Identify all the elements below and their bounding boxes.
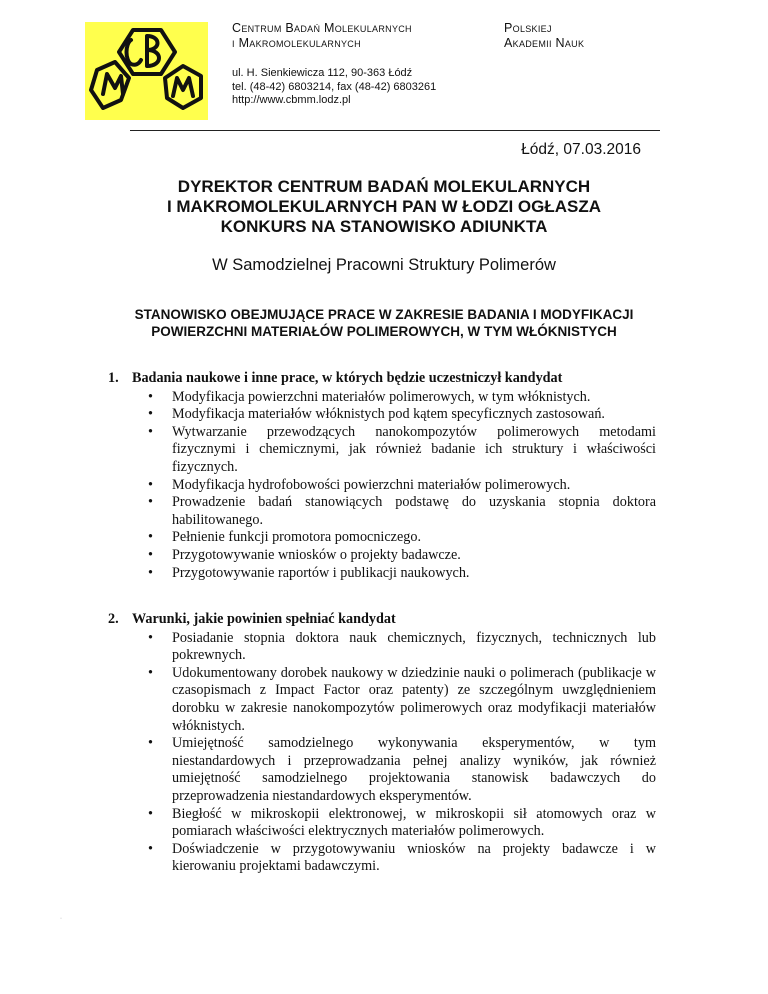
list-item-text: Umiejętność samodzielnego wykonywania eksperymentów, w tym niestandardowych i przeprowadzania pełnej analizy wyników, jak również umiejętność samodzielnego projektowania stanowisk badawczych do przeprowadzenia niestandardowych eksperymentów. (172, 735, 656, 804)
list-item: • Wytwarzanie przewodzących nanokompozytów polimerowych metodami fizycznymi i chemicznymi, jak również badanie ich struktury i właściwości fizycznych. (148, 423, 656, 475)
title-line3: KONKURS NA STANOWISKO ADIUNKTA (220, 217, 548, 236)
list-item-text: Modyfikacja materiałów włóknistych pod kątem specyficznych zastosowań. (172, 406, 605, 423)
academy-name (504, 21, 584, 51)
section-number: 2. (108, 611, 119, 627)
section-heading-text: Warunki, jakie powinien spełniać kandydat (132, 611, 396, 627)
section-research-tasks (108, 370, 656, 582)
section-heading (108, 611, 656, 629)
position-line2: POWIERZCHNI MATERIAŁÓW POLIMEROWYCH, W TYM WŁÓKNISTYCH (151, 324, 617, 339)
website-link[interactable]: http://www.cbmm.lodz.pl (232, 94, 351, 106)
title-line1: DYREKTOR CENTRUM BADAŃ MOLEKULARNYCH (177, 177, 591, 196)
task-list (108, 389, 656, 583)
department-name: W Samodzielnej Pracowni Struktury Polimerów (212, 256, 556, 274)
list-item: • Przygotowywanie wniosków o projekty badawcze. (148, 546, 461, 563)
list-item: • Modyfikacja hydrofobowości powierzchni materiałów polimerowych. (148, 476, 571, 493)
list-item-text: Przygotowywanie wniosków o projekty badawcze. (172, 546, 461, 563)
list-item-text: Modyfikacja powierzchni materiałów polimerowych, w tym włóknistych. (172, 388, 591, 405)
list-item-text: Pełnienie funkcji promotora pomocniczego. (172, 529, 421, 546)
list-item-text: Prowadzenie badań stanowiących podstawę do uzyskania stopnia doktora habilitowanego. (172, 494, 656, 528)
institute-logo (85, 22, 208, 120)
section-heading-text: Badania naukowe i inne prace, w których będzie uczestniczył kandydat (132, 370, 563, 386)
list-item-text: Doświadczenie w przygotowywaniu wniosków na projekty badawcze i w kierowaniu projektami badawczymi. (172, 840, 656, 875)
list-item-text: Wytwarzanie przewodzących nanokompozytów polimerowych metodami fizycznymi i chemicznymi, jak również badanie ich struktury i właściwości fizycznych. (172, 423, 656, 475)
header-divider (130, 130, 660, 131)
list-item: • Biegłość w mikroskopii elektronowej, w mikroskopii sił atomowych oraz w pomiarach właściwości elektrycznych materiałów polimerowych. (148, 805, 656, 840)
cbmm-logo-icon (85, 22, 208, 120)
list-item: • Udokumentowany dorobek naukowy w dziedzinie nauki o polimerach (publikacje w czasopismach z Impact Factor oraz patenty) ze szczególnym uwzględnieniem dorobku w zakresie nanokompozytów polimerowych oraz modyfikacji materiałów włóknistych. (148, 664, 656, 734)
section-candidate-requirements (108, 611, 656, 876)
list-item: • Posiadanie stopnia doktora nauk chemicznych, fizycznych, technicznych lub pokrewnych. (148, 629, 656, 664)
requirement-list (108, 630, 656, 876)
academy-name-line1: Polskiej (504, 21, 552, 35)
organization-name (232, 21, 412, 51)
position-title (0, 306, 768, 340)
list-item: • Modyfikacja powierzchni materiałów polimerowych, w tym włóknistych. (148, 388, 591, 405)
section-heading (108, 370, 656, 388)
list-item-text: Modyfikacja hydrofobowości powierzchni materiałów polimerowych. (172, 476, 571, 493)
document-date: Łódź, 07.03.2016 (521, 141, 641, 158)
list-item: • Pełnienie funkcji promotora pomocniczego. (148, 529, 421, 546)
title-line2: I MAKROMOLEKULARNYCH PAN W ŁODZI OGŁASZA (166, 197, 602, 216)
list-item: • Umiejętność samodzielnego wykonywania eksperymentów, w tym niestandardowych i przeprowadzania pełnej analizy wyników, jak również umiejętność samodzielnego projektowania stanowisk badawczych do przeprowadzenia niestandardowych eksperymentów. (148, 735, 656, 804)
org-name-line2: i Makromolekularnych (232, 36, 361, 50)
phone-fax: tel. (48-42) 6803214, fax (48-42) 6803261 (232, 80, 437, 93)
list-item-text: Biegłość w mikroskopii elektronowej, w mikroskopii sił atomowych oraz w pomiarach właściwości elektrycznych materiałów polimerowych. (172, 805, 656, 840)
list-item-text: Przygotowywanie raportów i publikacji naukowych. (172, 564, 470, 581)
scan-speck: · (60, 916, 62, 922)
list-item: • Modyfikacja materiałów włóknistych pod kątem specyficznych zastosowań. (148, 406, 605, 423)
list-item: • Prowadzenie badań stanowiących podstawę do uzyskania stopnia doktora habilitowanego. (148, 494, 656, 528)
list-item-text: Udokumentowany dorobek naukowy w dziedzinie nauki o polimerach (publikacje w czasopismach z Impact Factor oraz patenty) ze szczególnym uwzględnieniem dorobku w zakresie nanokompozytów polimerowych oraz modyfikacji materiałów włóknistych. (172, 664, 656, 734)
org-name-line1: Centrum Badań Molekularnych (232, 21, 412, 35)
announcement-title (0, 177, 768, 237)
list-item: • Doświadczenie w przygotowywaniu wniosków na projekty badawcze i w kierowaniu projektami badawczymi. (148, 840, 656, 875)
address: ul. H. Sienkiewicza 112, 90-363 Łódź (232, 67, 413, 79)
contact-block (232, 67, 436, 108)
list-item: • Przygotowywanie raportów i publikacji naukowych. (148, 564, 470, 581)
section-number: 1. (108, 370, 119, 386)
position-line1: STANOWISKO OBEJMUJĄCE PRACE W ZAKRESIE BADANIA I MODYFIKACJI (134, 307, 634, 322)
list-item-text: Posiadanie stopnia doktora nauk chemicznych, fizycznych, technicznych lub pokrewnych. (172, 629, 656, 664)
academy-name-line2: Akademii Nauk (504, 36, 585, 50)
